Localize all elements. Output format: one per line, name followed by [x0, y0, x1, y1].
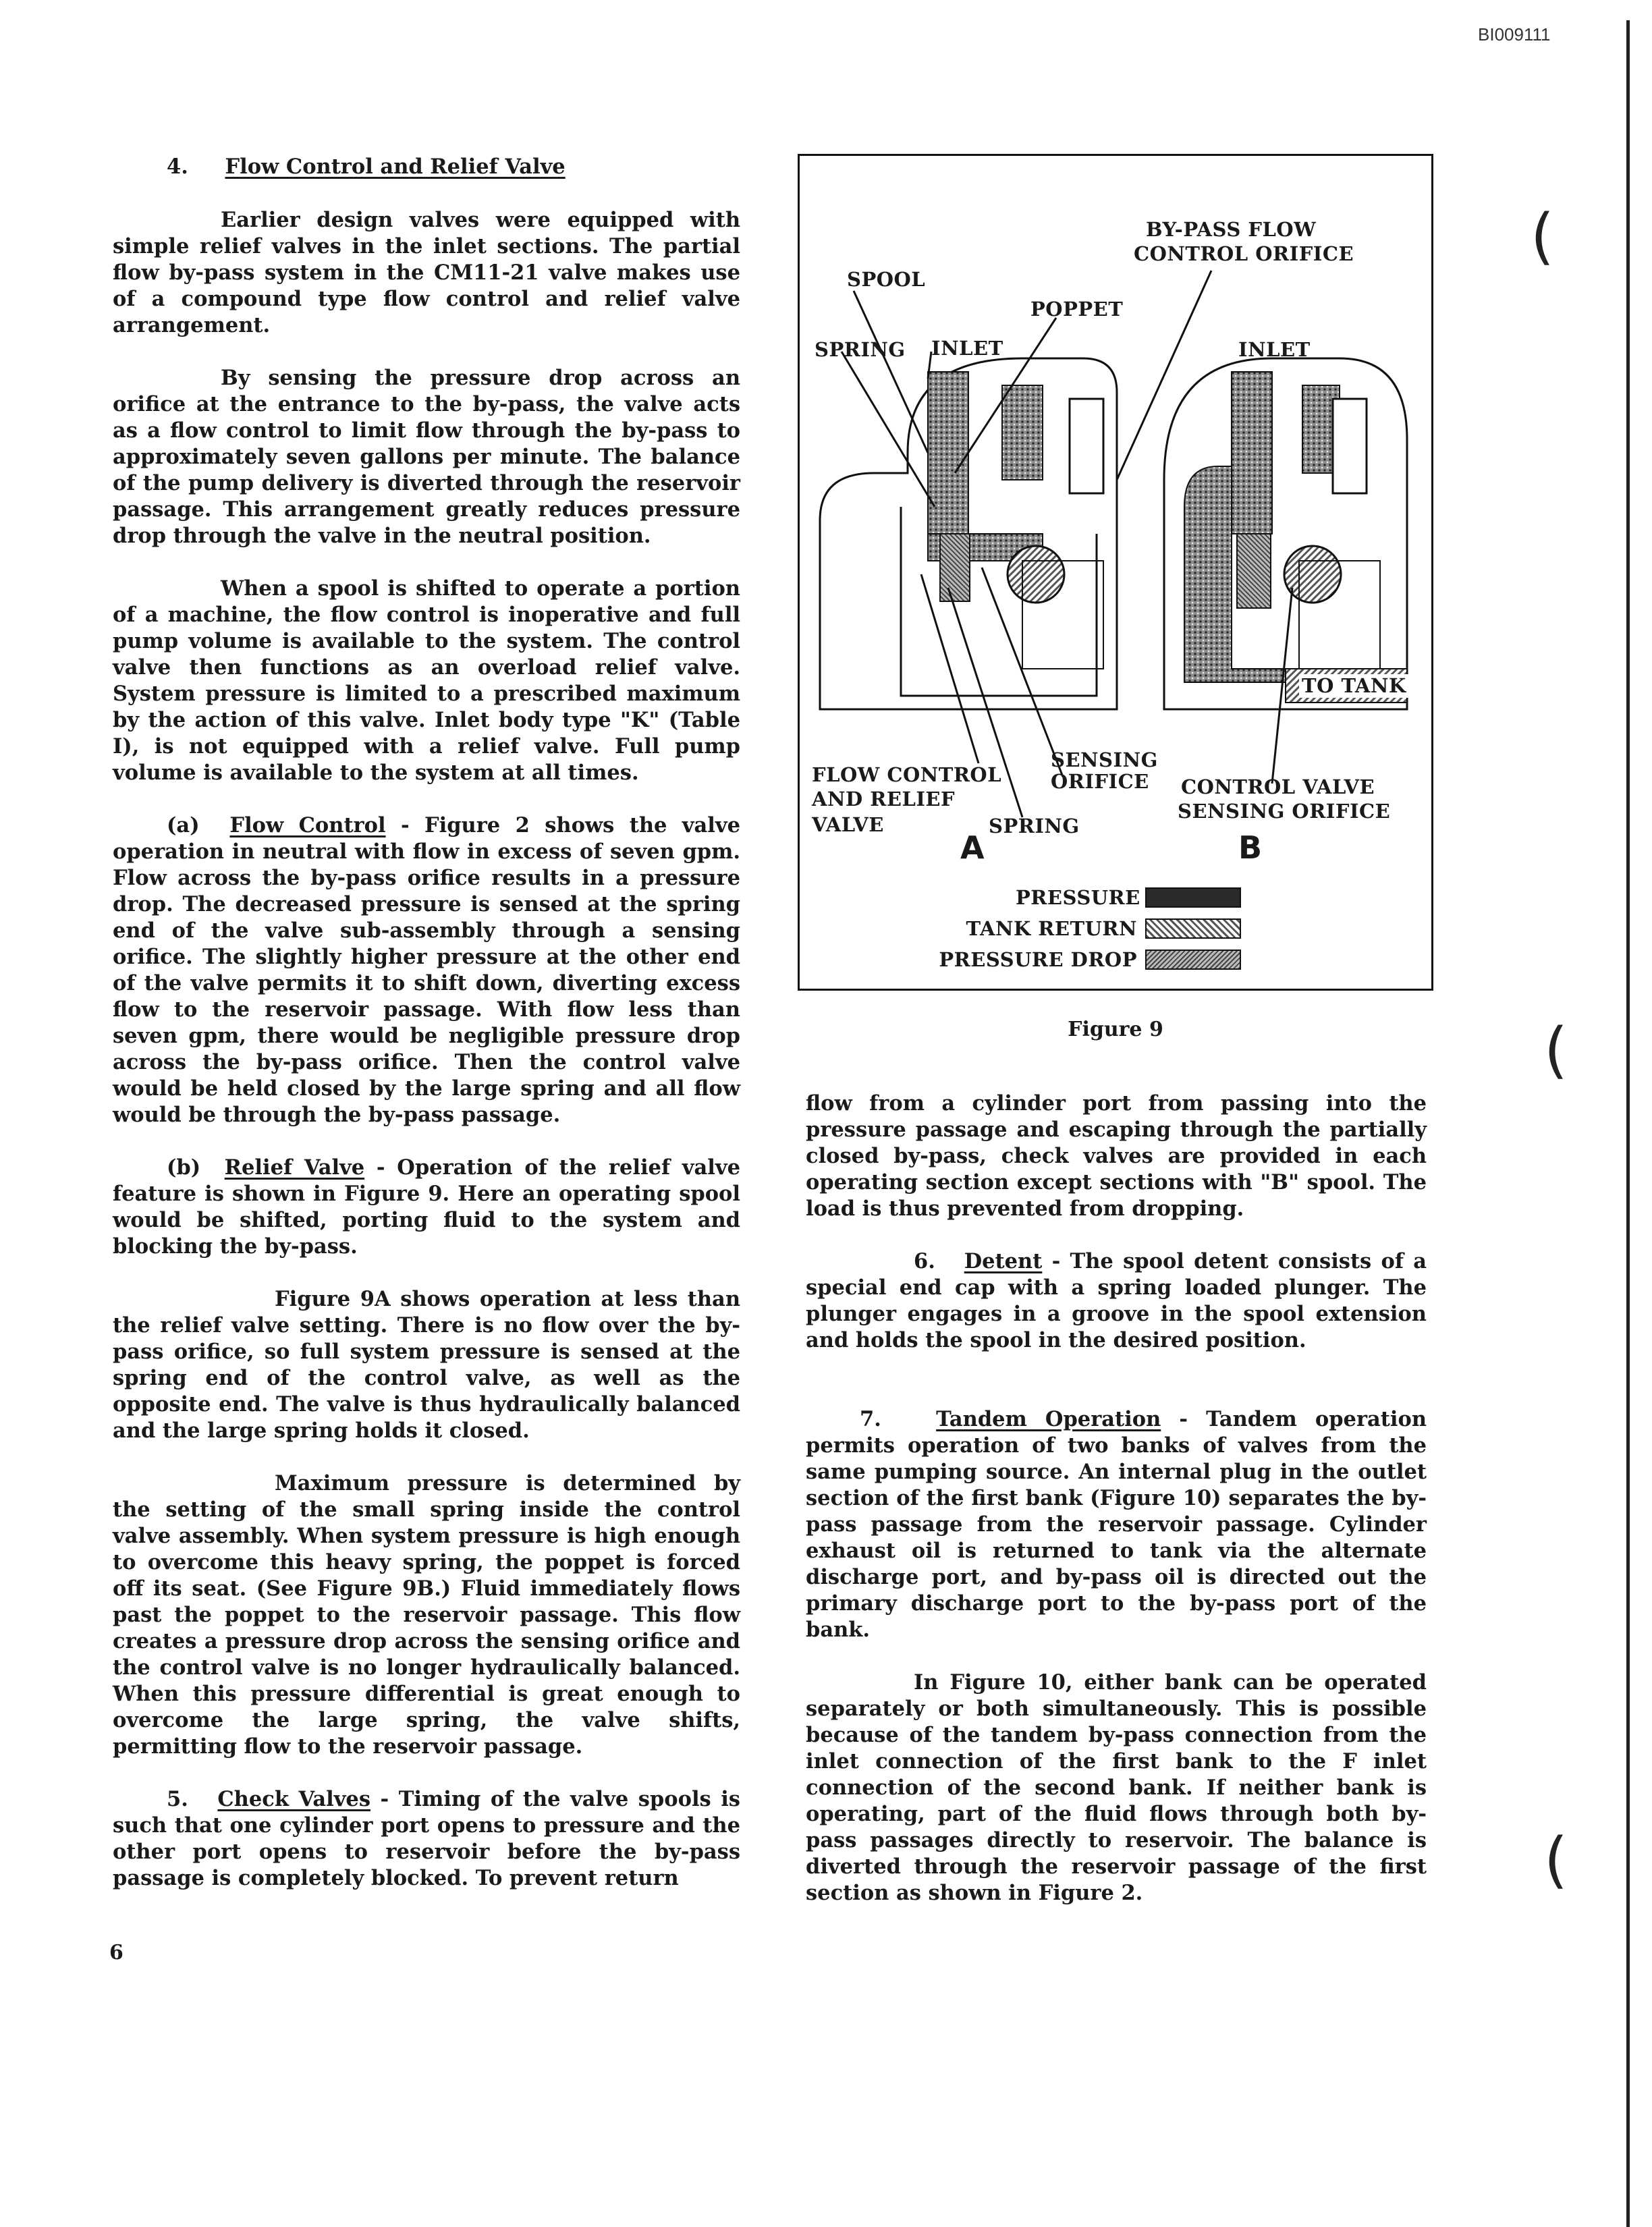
label-sensing-orifice: SENSING ORIFICE — [1178, 800, 1391, 823]
relief-valve-title: Relief Valve — [224, 1155, 365, 1180]
detent-title: Detent — [964, 1249, 1043, 1273]
detent-text: - The spool detent consists of a special end cap with a spring loaded plunger. The plunger engages in a groove in the spool extension and holds the spool in the desired position. — [806, 1249, 1427, 1352]
section-4-title: Flow Control and Relief Valve — [225, 155, 566, 179]
label-spring-top: SPRING — [815, 338, 906, 361]
hole-punch-mark-middle: ( — [1544, 1015, 1568, 1086]
figure-9-caption: Figure 9 — [1068, 1018, 1163, 1041]
label-poppet: POPPET — [1030, 298, 1124, 321]
paragraph-detent — [806, 1248, 1427, 1354]
relief-valve-text: - Operation of the relief valve feature is shown in Figure 9. Here an operating spool would be shifted, porting fluid to the system and blocking the by-pass. — [113, 1155, 740, 1259]
check-valves-title: Check Valves — [217, 1787, 370, 1811]
paragraph-check-valves — [113, 1786, 740, 1892]
paragraph-figure-10: In Figure 10, either bank can be operated separately or both simultaneously. This is possible because of the tandem by-pass connection from the inlet connection of the first bank to the F inlet connection of the second bank. If neither bank is operating, part of the fluid flows through both by-pass passages directly to reservoir. The balance is diverted through the reservoir passage of the first section as shown in Figure 2. — [806, 1670, 1427, 1905]
label-bypass-flow: BY-PASS FLOW — [1146, 218, 1317, 241]
flow-control-text: - Figure 2 shows the valve operation in neutral with flow in excess of seven gpm. Flow across the by-pass orifice results in a pressure drop. The decreased pressure is sensed at the spring end of the valve sub-assembly through a sensing orifice. The slightly higher pressure at the other end of the valve permits it to shift down, diverting excess flow to the reservoir passage. With flow less than seven gpm, there would be negligible pressure drop across the by-pass orifice. Then the control valve would be held closed by the large spring and all flow would be through the by-pass passage. — [113, 813, 740, 1127]
label-inlet-a: INLET — [931, 337, 1003, 360]
panel-b-label: B — [1238, 829, 1263, 866]
check-valves-text: - Timing of the valve spools is such that one cylinder port opens to pressure and the other port opens to reservoir before the by-pass passage is completely blocked. To prevent return — [113, 1787, 740, 1890]
tandem-operation-text: - Tandem operation permits operation of two banks of valves from the same pumping source. An internal plug in the outlet section of the first bank (Figure 10) separates the by-pass passage from the reservoir passage. Cylinder exhaust oil is returned to tank via the alternate discharge port, and by-pass oil is directed out the primary discharge port to the by-pass port of the bank. — [806, 1407, 1427, 1642]
section-7-number: 7. — [860, 1407, 881, 1431]
panel-a-label: A — [960, 829, 985, 866]
legend-pressure-drop-swatch — [1145, 950, 1241, 970]
label-orifice: ORIFICE — [1051, 770, 1149, 793]
label-flow-control: FLOW CONTROL — [812, 763, 1002, 786]
left-column — [113, 155, 740, 1918]
hole-punch-mark-top: ( — [1531, 201, 1555, 272]
label-control-orifice: CONTROL ORIFICE — [1134, 242, 1354, 265]
hole-punch-mark-bottom: ( — [1544, 1825, 1568, 1896]
section-4-heading — [167, 154, 740, 180]
paragraph-check-valves-continued: flow from a cylinder port from passing into the pressure passage and escaping through the partially closed by-pass, check valves are provided in each operating section except sections with "B" spool. The load is thus prevented from dropping. — [806, 1091, 1427, 1221]
legend-pressure-swatch — [1145, 887, 1241, 908]
paragraph-maximum-pressure: Maximum pressure is determined by the setting of the small spring inside the control valve assembly. When system pressure is high enough to overcome this heavy spring, the poppet is forced off its seat. (See Figure 9B.) Fluid immediately flows past the poppet to the reservoir passage. This flow creates a pressure drop across the sensing orifice and the control valve is no longer hydraulically balanced. When this pressure differential is great enough to overcome the large spring, the valve shifts, permitting flow to the reservoir passage. — [113, 1471, 740, 1759]
label-inlet-b: INLET — [1238, 338, 1311, 361]
page-number: 6 — [109, 1941, 123, 1964]
leader-bypass-orifice — [1117, 271, 1211, 480]
legend-pressure-label: PRESSURE — [1016, 886, 1140, 909]
flow-control-title: Flow Control — [229, 813, 386, 837]
label-a: (a) — [167, 813, 200, 837]
paragraph-relief-valve — [113, 1155, 740, 1260]
paragraph-earlier-design: Earlier design valves were equipped with simple relief valves in the inlet sections. The partial flow by-pass system in the CM11-21 valve makes use of a compound type flow control and relief valve arrangement. — [113, 208, 740, 337]
section-6-number: 6. — [914, 1249, 935, 1273]
label-valve: VALVE — [812, 813, 884, 836]
right-column — [806, 1091, 1427, 1933]
legend-pressure-drop-label: PRESSURE DROP — [939, 948, 1137, 971]
paragraph-figure-9a: Figure 9A shows operation at less than the relief valve setting. There is no flow over the by-pass orifice, so full system pressure is sensed at the spring end of the control valve, as well as the opposite end. The valve is thus hydraulically balanced and the large spring holds it closed. — [113, 1287, 740, 1443]
label-sensing: SENSING — [1051, 748, 1158, 771]
document-id: BI009111 — [1478, 24, 1551, 45]
legend-tank-return-swatch — [1145, 918, 1241, 939]
section-5-number: 5. — [167, 1787, 188, 1811]
label-control-valve: CONTROL VALVE — [1181, 775, 1375, 798]
label-b: (b) — [167, 1155, 201, 1180]
binding-edge-rule — [1626, 20, 1630, 2227]
label-spool: SPOOL — [847, 268, 926, 291]
figure-9-diagram — [798, 154, 1433, 991]
paragraph-flow-control — [113, 813, 740, 1128]
label-to-tank: TO TANK — [1299, 674, 1409, 698]
label-and-relief: AND RELIEF — [812, 788, 956, 810]
section-4-number: 4. — [167, 155, 188, 179]
paragraph-tandem-operation — [806, 1406, 1427, 1643]
label-spring-bottom: SPRING — [989, 815, 1080, 837]
tandem-operation-title: Tandem Operation — [936, 1407, 1161, 1431]
legend-tank-return-label: TANK RETURN — [966, 917, 1137, 940]
paragraph-spool-shifted: When a spool is shifted to operate a portion of a machine, the flow control is inoperative and full pump volume is available to the system. The control valve then functions as an overload relief valve. System pressure is limited to a prescribed maximum by the action of this valve. Inlet body type "K" (Table I), is not equipped with a relief valve. Full pump volume is available to the system at all times. — [113, 576, 740, 785]
paragraph-sensing-pressure: By sensing the pressure drop across an orifice at the entrance to the by-pass, the valve acts as a flow control to limit flow through the by-pass to approximately seven gallons per minute. The balance of the pump delivery is diverted through the reservoir passage. This arrangement greatly reduces pressure drop through the valve in the neutral position. — [113, 366, 740, 548]
